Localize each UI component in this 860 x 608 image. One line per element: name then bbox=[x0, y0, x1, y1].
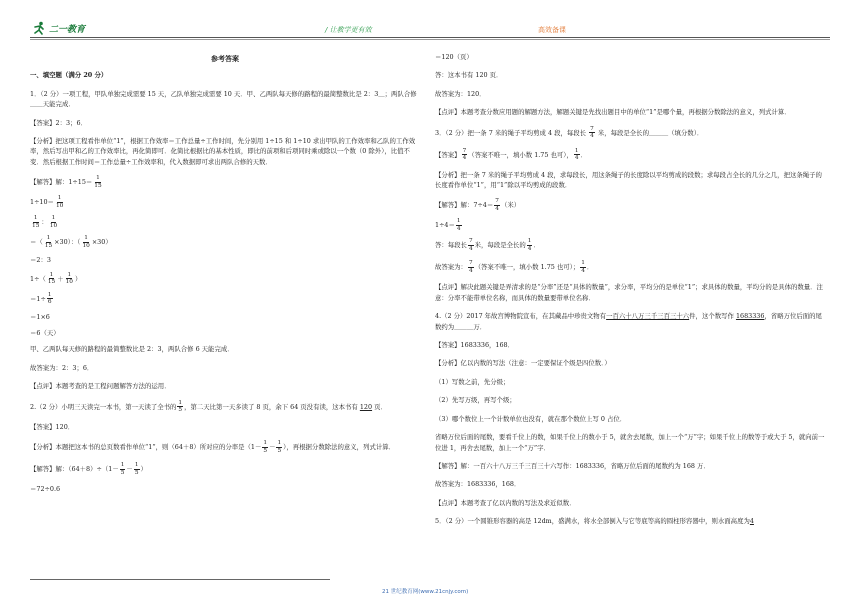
q5-blank: 4 bbox=[749, 517, 754, 526]
q1-math-2: 1÷10＝ $\frac{1}{10}$ bbox=[30, 195, 64, 209]
section-heading: 一、填空题（满分 20 分） bbox=[30, 71, 108, 80]
q1-text: 1．（2 分）一项工程，甲队单独完成需要 15 天，乙队单独完成需要 10 天．甲、乙两队每天修的路程的最简整数比是 2：3＿；两队合修＿＿天能完成． bbox=[30, 89, 417, 109]
q3-comment: 【点评】解决此题关键是弄清求的是“分率”还是“具体的数量”，求分率，平均分的是单位“1”；求具体的数量，平均分的是具体的数量．注意：分率不能带单位名称，而具体的数量要带单位名称． bbox=[435, 283, 823, 302]
q4-comment: 【点评】本题考查了亿以内数的写法及求近似数． bbox=[435, 498, 576, 507]
q2-comment: 【点评】本题考查分数应用题的解题方法，解题关键是先找出题目中的单位“1”是哪个量，再根据分数除法的意义，列式计算． bbox=[435, 108, 791, 117]
q3-conclusion: 答：每段长 $\frac{7}{4}$ 米，每段是全长的 $\frac{1}{4}$ ． bbox=[435, 238, 540, 252]
page-title: 参考答案 bbox=[211, 54, 239, 63]
q4-step-2: （2）先写万级，再写个级； bbox=[435, 396, 516, 405]
q2-final: 故答案为：120． bbox=[435, 89, 486, 98]
q3-answer: 【答案】 $\frac{7}{4}$ （答案不唯一，填小数 1.75 也可）， $\frac{1}{4}$ ． bbox=[435, 147, 587, 162]
q4-blank: 1683336 bbox=[735, 312, 765, 321]
q2-solve: 【解答】解：（64＋8）÷（1－ $\frac{1}{5}$ － $\frac{1}{5}$ ） bbox=[30, 462, 147, 476]
logo-text: 二一教育 bbox=[49, 24, 86, 35]
right-column bbox=[435, 52, 825, 535]
q5-text: 5．（2 分）一个圆锥形容器的高是 12dm，盛满水，将水全部倒入与它等底等高的圆柱形容器中，则水面高度为4 bbox=[435, 517, 754, 526]
q4-step-4: 省略万位后面的尾数，要看千位上的数，如果千位上的数小于 5，就舍去尾数，加上一个“万”字；如果千位上的数等于或大于 5，就向前一位进 1，再舍去尾数，加上一个“万”字． bbox=[435, 433, 825, 452]
footer-text: 21 世纪教育网(www.21cnjy.com) bbox=[382, 589, 469, 595]
q3-analysis: 【分析】把一条 7 米的绳子平均剪成 4 段，求每段长，用这条绳子的长度除以平均剪成的段数；求每段占全长的几分之几，把这条绳子的长度看作单位“1”，用“1”除以平均剪成的段数． bbox=[435, 170, 822, 190]
q3-math-2: 1÷4＝ $\frac{1}{4}$ bbox=[435, 218, 461, 232]
q1-solve-line: 【解答】解：1÷15＝ $\frac{1}{15}$ bbox=[30, 175, 102, 189]
q2-step: ＝72÷0.6 bbox=[30, 485, 61, 494]
q2-reply: 答：这本书有 120 页． bbox=[435, 71, 503, 80]
runner-logo-icon bbox=[32, 21, 46, 35]
q4-answer: 【答案】1683336，168． bbox=[435, 341, 515, 350]
q1-math-4: ＝（ $\frac{1}{15}$ ×30）：（ $\frac{1}{10}$ ×30） bbox=[30, 235, 112, 249]
q4-final: 故答案为：1683336，168． bbox=[435, 480, 521, 489]
q4-analysis: 【分析】亿以内数的写法（注意：一定要保证个级是四位数．） bbox=[435, 359, 611, 368]
page-header bbox=[0, 0, 860, 44]
q2-blank: 120 bbox=[359, 402, 373, 411]
q1-math-3: $\frac{1}{15}$ ： $\frac{1}{10}$ bbox=[32, 215, 58, 229]
q4-solve: 【解答】解：一百六十八万三千三百三十六写作：1683336，省略万位后面的尾数约为 168 万． bbox=[435, 461, 710, 470]
q2-result: ＝120（页） bbox=[435, 53, 473, 61]
q3-text: 3．（2 分）把一条 7 米的绳子平均剪成 4 段，每段长 $\frac{7}{4}$ 米，每段是全长的＿＿＿（填分数）． bbox=[435, 125, 704, 140]
q3-solve: 【解答】解：7÷4＝ $\frac{7}{4}$ （米） bbox=[435, 198, 521, 212]
header-rule bbox=[30, 37, 830, 38]
header-rule-thin bbox=[30, 39, 830, 40]
q4-step-3: （3）哪个数位上一个计数单位也没有，就在那个数位上写 0 占位． bbox=[435, 414, 627, 423]
q2-answer: 【答案】120． bbox=[30, 422, 75, 431]
q1-math-7: ＝1÷ $\frac{1}{6}$ bbox=[30, 291, 52, 306]
q2-analysis: 【分析】本题把这本书的总页数看作单位“1”，则（64＋8）所对应的分率是（1－ $\frac{1}{5}$ － $\frac{1}{5}$ ），再根据分数除法的意义，列式计算． bbox=[30, 440, 396, 454]
q1-math-6: 1÷（ $\frac{1}{15}$ ＋ $\frac{1}{10}$ ） bbox=[30, 271, 82, 286]
footer-rule bbox=[30, 579, 330, 580]
header-right-text: 高效备课 bbox=[538, 26, 566, 34]
q4-text: 4.（2 分）2017 年故宫博物院宣布，在其藏品中珍贵文物有一百六十八万三千三百三十六件，这个数写作 1683336，省略万位后面的尾数约为＿＿＿万． bbox=[435, 312, 822, 331]
q1-math-5: ＝2：3 bbox=[30, 256, 51, 265]
q1-conclusion: 甲、乙两队每天修的路程的最简整数比是 2：3，两队合修 6 天能完成． bbox=[30, 345, 234, 354]
q1-math-9: ＝6（天） bbox=[30, 329, 60, 338]
q1-math-8: ＝1×6 bbox=[30, 312, 50, 321]
left-column bbox=[30, 52, 420, 501]
q1-analysis: 【分析】把这项工程看作单位“1”，根据工作效率＝工作总量÷工作时间，先分别用 1÷15 和 1÷10 求出甲队的工作效率和乙队的工作效率，然后写出甲和乙的工作效率比，再化简即可．化简比根据比的基本性质，即比的前项和后项同时乘或除以一个数（0 除外），比值不变．然后根据工作时间＝工作总量÷工作效率和，代入数据即可求出两队合修的天数． bbox=[30, 137, 416, 166]
slogan: / 让教学更有效 bbox=[325, 26, 372, 34]
q1-final: 故答案为：2：3；6． bbox=[30, 363, 94, 372]
q3-final: 故答案为： $\frac{7}{4}$ （答案不唯一，填小数 1.75 也可）； $\frac{1}{4}$ ． bbox=[435, 260, 594, 274]
q4-step-1: （1）写数之前，先分级； bbox=[435, 377, 510, 386]
q2-text: 2.（2 分）小明三天读完一本书，第一天读了全书的 $\frac{1}{5}$ ，第二天比第一天多读了 8 页，余下 64 页没有读，这本书有 120 页． bbox=[30, 399, 387, 414]
q1-comment: 【点评】本题考查的是工程问题解答方法的运用． bbox=[30, 382, 171, 391]
logo bbox=[32, 21, 85, 35]
q1-answer: 【答案】2：3；6． bbox=[30, 118, 87, 127]
